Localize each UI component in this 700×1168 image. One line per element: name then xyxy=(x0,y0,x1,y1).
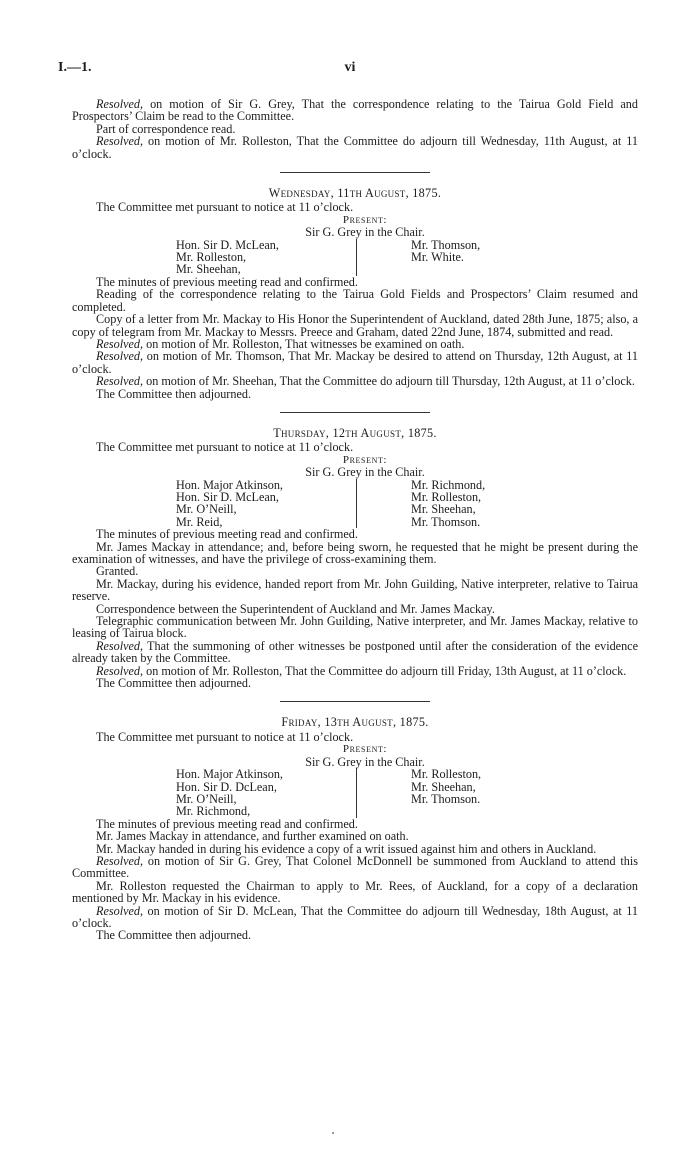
section-divider xyxy=(280,172,430,173)
page-reference: I.—1. xyxy=(58,60,92,75)
members-list xyxy=(176,768,506,818)
resolved-label: Resolved, xyxy=(96,638,144,653)
member-name: Mr. Richmond, xyxy=(411,477,486,492)
member-name: Mr. O’Neill, xyxy=(176,502,237,517)
members-right-column xyxy=(357,768,481,818)
footer-mark xyxy=(332,1132,334,1134)
member-name: Mr. O’Neill, xyxy=(176,791,237,806)
chair-line: Sir G. Grey in the Chair. xyxy=(305,225,425,240)
chair-line: Sir G. Grey in the Chair. xyxy=(305,465,425,480)
resolved-label: Resolved, xyxy=(96,853,144,868)
member-name: Mr. Thomson. xyxy=(411,791,481,806)
member-name: Hon. Sir D. DcLean, xyxy=(176,779,277,794)
page-number: vi xyxy=(344,60,356,75)
resolved-label: Resolved, xyxy=(96,663,144,678)
chair-line: Sir G. Grey in the Chair. xyxy=(305,754,425,769)
meeting-opening: The Committee met pursuant to notice at 11 o’clock. xyxy=(96,200,354,215)
minutes-paragraph: Mr. Rolleston requested the Chairman to apply to Mr. Rees, of Auckland, for a copy of a declaration mentioned by Mr. Mackay in his evidence. xyxy=(72,878,638,906)
members-left-column xyxy=(176,768,357,818)
members-left-column xyxy=(176,479,357,529)
resolved-label: Resolved, xyxy=(96,97,144,111)
minutes-paragraph: Granted. xyxy=(96,564,139,579)
resolved-label: Resolved, xyxy=(96,349,144,364)
member-name: Mr. Rolleston, xyxy=(176,250,247,265)
intro-paragraph: Resolved, on motion of Sir G. Grey, That the correspondence relating to the Tairua Gold Field and Prospectors’ Claim be read to the Committee. xyxy=(72,97,638,124)
member-name: Mr. Rolleston, xyxy=(411,489,482,504)
minutes-paragraph: Resolved, on motion of Mr. Rolleston, That the Committee do adjourn till Friday, 13th August, at 11 o’clock. xyxy=(96,663,627,678)
resolved-label: Resolved, xyxy=(96,134,144,149)
minutes-paragraph: Mr. James Mackay in attendance, and further examined on oath. xyxy=(96,829,409,844)
member-name: Mr. Richmond, xyxy=(176,804,251,819)
meeting-opening: The Committee met pursuant to notice at 11 o’clock. xyxy=(96,729,354,744)
members-right-column xyxy=(357,239,480,276)
present-heading: Present: xyxy=(342,453,388,466)
member-name: Mr. Thomson, xyxy=(411,237,481,252)
members-left-column xyxy=(176,239,357,276)
member-name: Mr. Sheehan, xyxy=(176,262,241,277)
minutes-paragraph: Mr. James Mackay in attendance; and, before being sworn, he requested that he might be present during the examination of witnesses, and have the privilege of cross-examining them. xyxy=(72,539,638,566)
minutes-paragraph: The Committee then adjourned. xyxy=(96,676,252,691)
minutes-paragraph: Resolved, on motion of Mr. Thomson, That Mr. Mackay be desired to attend on Thursday, 12th August, at 11 o’clock. xyxy=(72,349,638,376)
member-name: Mr. Thomson. xyxy=(411,514,481,529)
minutes-paragraph: The Committee then adjourned. xyxy=(96,928,252,943)
member-name: Mr. Reid, xyxy=(176,514,223,529)
member-name: Hon. Major Atkinson, xyxy=(176,477,283,492)
intro-paragraph: Resolved, on motion of Mr. Rolleston, That the Committee do adjourn till Wednesday, 11th August, at 11 o’clock. xyxy=(72,134,638,161)
minutes-paragraph: The Committee then adjourned. xyxy=(96,386,252,401)
meeting-date: Wednesday, 11th August, 1875. xyxy=(268,186,442,201)
present-heading: Present: xyxy=(342,213,388,226)
sections-block xyxy=(72,172,638,942)
members-list xyxy=(176,239,506,276)
members-list xyxy=(176,479,506,529)
resolved-label: Resolved, xyxy=(96,374,144,389)
minutes-paragraph: The minutes of previous meeting read and confirmed. xyxy=(96,527,358,542)
minutes-paragraph: Resolved, on motion of Mr. Rolleston, That witnesses be examined on oath. xyxy=(96,336,465,351)
minutes-paragraph: Resolved, on motion of Mr. Sheehan, That the Committee do adjourn till Thursday, 12th August, at 11 o’clock. xyxy=(96,374,635,389)
minutes-paragraph: Resolved, on motion of Sir G. Grey, That Colonel McDonnell be summoned from Auckland to attend this Committee. xyxy=(72,853,638,881)
section-divider xyxy=(280,412,430,413)
minutes-paragraph: Resolved, That the summoning of other witnesses be postponed until after the consideration of the evidence already taken by the Committee. xyxy=(72,638,638,666)
member-name: Mr. White. xyxy=(411,250,464,265)
meeting-date: Thursday, 12th August, 1875. xyxy=(273,425,437,440)
minutes-paragraph: Copy of a letter from Mr. Mackay to His Honor the Superintendent of Auckland, dated 28th June, 1875; also, a copy of telegram from Mr. Mackay to Messrs. Preece and Graham, dated 22nd June, 1874, submitted and read. xyxy=(72,312,638,339)
minutes-paragraph: The minutes of previous meeting read and confirmed. xyxy=(96,274,358,289)
minutes-paragraph: Resolved, on motion of Sir D. McLean, That the Committee do adjourn till Wednesday, 18th August, at 11 o’clock. xyxy=(72,903,638,930)
member-name: Hon. Sir D. McLean, xyxy=(176,489,279,504)
minutes-paragraph: The minutes of previous meeting read and confirmed. xyxy=(96,816,358,831)
member-name: Hon. Major Atkinson, xyxy=(176,767,283,782)
section-divider xyxy=(280,701,430,702)
member-name: Mr. Sheehan, xyxy=(411,779,476,794)
minutes-paragraph: Reading of the correspondence relating to the Tairua Gold Fields and Prospectors’ Claim resumed and completed. xyxy=(72,287,638,314)
minutes-paragraph: Correspondence between the Superintendent of Auckland and Mr. James Mackay. xyxy=(96,601,495,616)
present-heading: Present: xyxy=(342,743,388,756)
meeting-opening: The Committee met pursuant to notice at 11 o’clock. xyxy=(96,440,354,455)
document-body xyxy=(72,98,638,942)
resolved-label: Resolved, xyxy=(96,903,144,918)
member-name: Hon. Sir D. McLean, xyxy=(176,237,279,252)
meeting-date: Friday, 13th August, 1875. xyxy=(281,715,429,730)
intro-block xyxy=(72,98,638,160)
minutes-paragraph: Mr. Mackay handed in during his evidence a copy of a writ issued against him and others in Auckland. xyxy=(96,841,597,856)
intro-paragraph: Part of correspondence read. xyxy=(96,121,236,136)
minutes-paragraph: Mr. Mackay, during his evidence, handed report from Mr. John Guilding, Native interpreter, relative to Tairua reserve. xyxy=(72,576,638,604)
member-name: Mr. Rolleston, xyxy=(411,767,482,782)
members-right-column xyxy=(357,479,485,529)
member-name: Mr. Sheehan, xyxy=(411,502,476,517)
resolved-label: Resolved, xyxy=(96,336,144,351)
minutes-paragraph: Telegraphic communication between Mr. John Guilding, Native interpreter, and Mr. James Mackay, relative to leasing of Tairua block. xyxy=(72,614,638,641)
